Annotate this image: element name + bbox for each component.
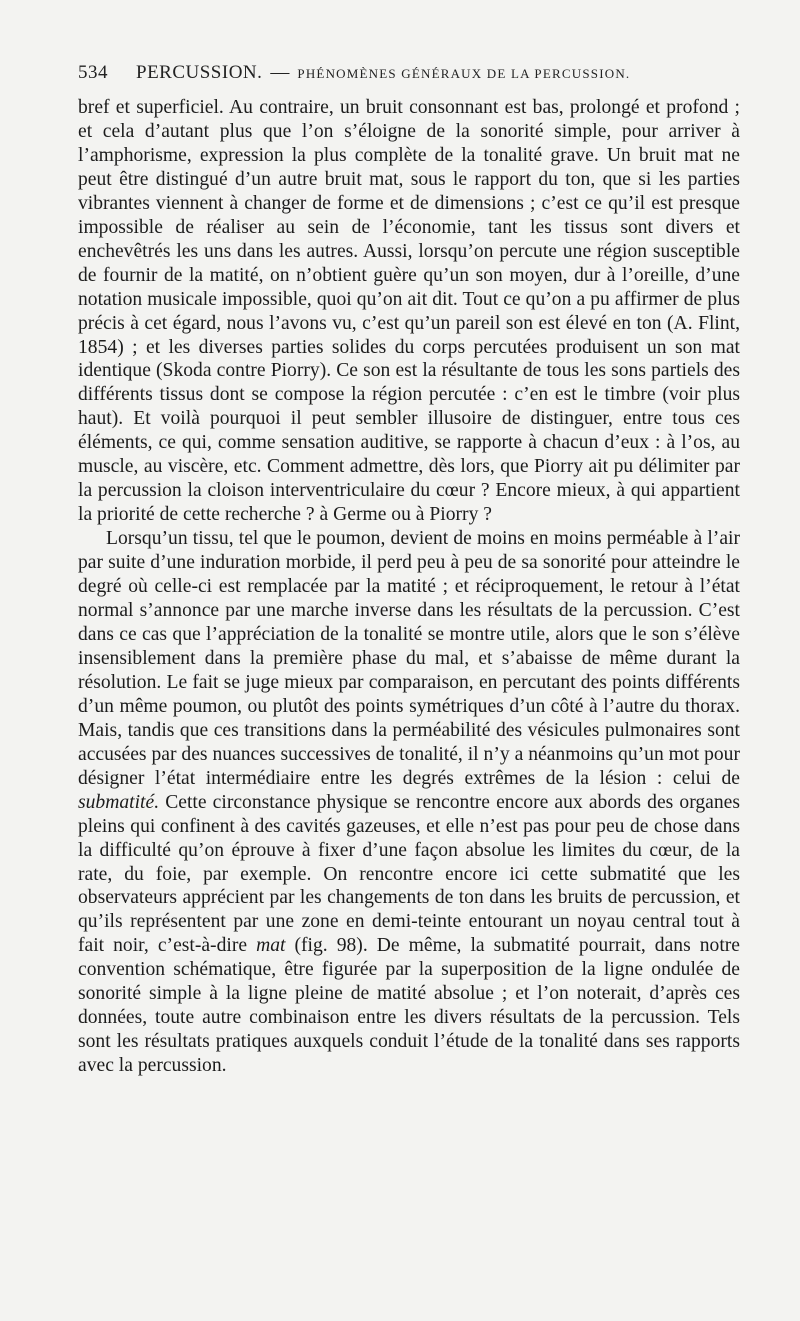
running-header (78, 62, 738, 84)
body-text (78, 96, 740, 1078)
page-number: 534 (78, 62, 108, 83)
paragraph-2-text-a: Lorsqu’un tissu, tel que le poumon, devient de moins en moins perméable à l’air par suite d’une induration morbide, il perd peu à peu de sa sonorité pour atteindre le degré où celle-ci est remplacée par la matité ; et réciproquement, le retour à l’état normal s’annonce par une marche inverse dans les résultats de la percussion. C’est dans ce cas que l’appréciation de la tonalité se montre utile, alors que le son s’élève insensiblement dans la première phase du mal, et s’abaisse de même durant la résolution. Le fait se juge mieux par comparaison, en percutant des points différents d’un même poumon, ou plutôt des points symétriques d’un côté à l’autre du thorax. Mais, tandis que ces transitions dans la perméabilité des vésicules pulmonaires sont accusées par des nuances successives de tonalité, il n’y a néanmoins qu’un mot pour désigner l’état intermédiaire entre les degrés extrêmes de la lésion : celui de (78, 528, 740, 789)
paragraph-2 (78, 527, 740, 1078)
running-title: PERCUSSION. (136, 62, 263, 83)
term-submatite: submatité. (78, 791, 160, 813)
header-separator: — (270, 62, 290, 83)
paragraph-1-text: bref et superficiel. Au contraire, un bruit consonnant est bas, prolongé et profond ; et cela d’autant plus que l’on s’éloigne de la sonorité simple, pour arriver à l’amphorisme, expression la plus complète de la tonalité grave. Un bruit mat ne peut être distingué d’un autre bruit mat, sous le rapport du ton, que si les parties vibrantes viennent à changer de forme et de dimensions ; c’est ce qu’il est presque impossible de réaliser au sein de l’économie, tant les tissus sont divers et enchevêtrés les uns dans les autres. Aussi, lorsqu’on percute une région susceptible de fournir de la matité, on n’obtient guère qu’un son moyen, dur à l’oreille, d’une notation musicale impossible, quoi qu’on ait dit. Tout ce qu’on a pu affirmer de plus précis à cet égard, nous l’avons vu, c’est qu’un pareil son est élevé en ton (A. Flint, 1854) ; et les diverses parties solides du corps percutées produisent un son mat identique (Skoda contre Piorry). Ce son est la résultante de tous les sons partiels des différents tissus dont se compose la région percutée : c’en est le timbre (voir plus haut). Et voilà pourquoi il peut sembler illusoire de distinguer, entre tous ces éléments, ce qui, comme sensation auditive, se rapporte à chacun d’eux : à l’os, au muscle, au viscère, etc. Comment admettre, dès lors, que Piorry ait pu délimiter par la percussion la cloison interventriculaire du cœur ? Encore mieux, à qui appartient la priorité de cette recherche ? à Germe ou à Piorry ? (78, 97, 740, 526)
term-mat: mat (256, 935, 286, 957)
running-subtitle: PHÉNOMÈNES GÉNÉRAUX DE LA PERCUSSION. (297, 66, 631, 81)
paragraph-2-text-b: Cette circonstance physique se rencontre encore aux abords des organes pleins qui confinent à des cavités gazeuses, et elle n’est pas pour peu de chose dans la difficulté qu’on éprouve à fixer d’une façon absolue les limites du cœur, de la rate, du foie, par exemple. On rencontre encore ici cette submatité que les observateurs apprécient par les changements de ton dans les bruits de percussion, et qu’ils représentent par une zone en demi-teinte entourant un noyau central tout à fait noir, c’est-à-dire (78, 791, 740, 957)
paragraph-2-text-c: (fig. 98). De même, la submatité pourrait, dans notre convention schématique, être figurée par la superposition de la ligne ondulée de sonorité simple à la ligne pleine de matité absolue ; et l’on noterait, d’après ces données, toute autre combinaison entre les divers résultats de la percussion. Tels sont les résultats pratiques auxquels conduit l’étude de la tonalité dans ses rapports avec la percussion. (78, 935, 740, 1077)
paragraph-1 (78, 96, 740, 527)
